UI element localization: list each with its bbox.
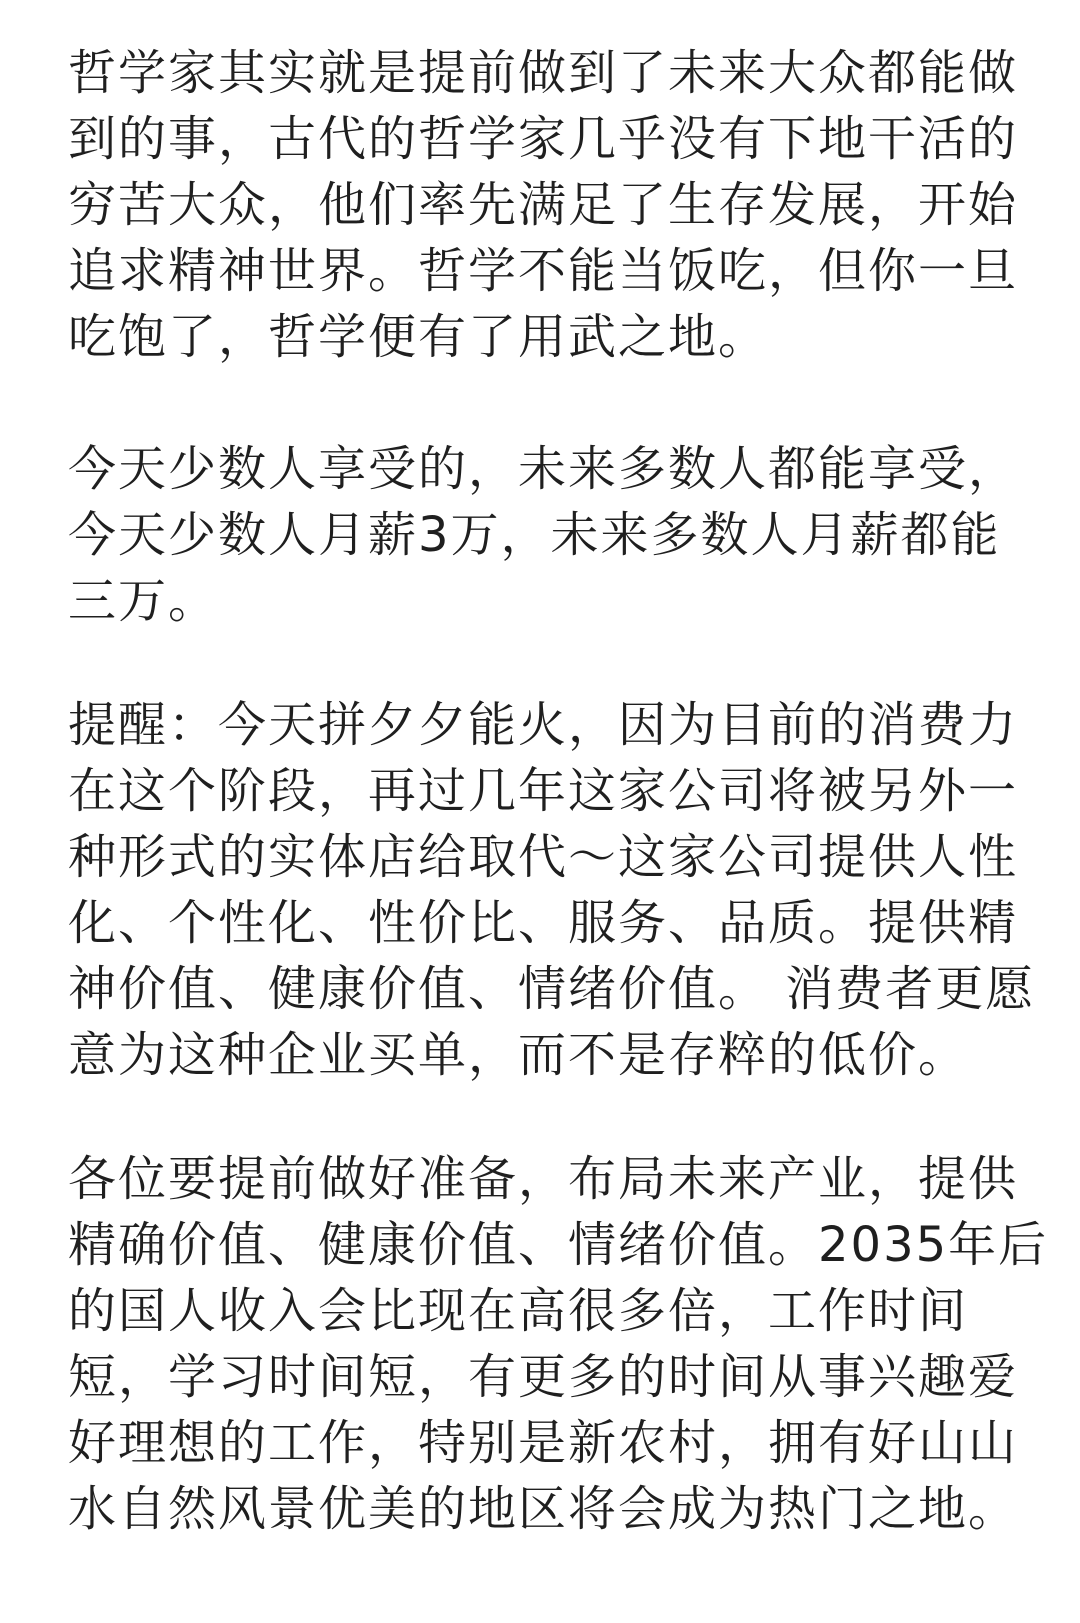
text-line: 精确价值、健康价值、情绪价值。2035年后 xyxy=(68,1217,1049,1273)
text-line: 追求精神世界。哲学不能当饭吃，但你一旦 xyxy=(68,243,1019,299)
text-line: 吃饱了，哲学便有了用武之地。 xyxy=(68,309,769,365)
text-line: 水自然风景优美的地区将会成为热门之地。 xyxy=(68,1481,1019,1537)
text-line: 短，学习时间短，有更多的时间从事兴趣爱 xyxy=(68,1349,1019,1405)
text-line: 种形式的实体店给取代～这家公司提供人性 xyxy=(68,829,1019,885)
text-line: 的国人收入会比现在高很多倍，工作时间 xyxy=(68,1283,969,1339)
text-line: 好理想的工作，特别是新农村，拥有好山山 xyxy=(68,1415,1019,1471)
text-line: 意为这种企业买单，而不是存粹的低价。 xyxy=(68,1027,969,1083)
text-line: 到的事，古代的哲学家几乎没有下地干活的 xyxy=(68,111,1019,167)
text-line: 提醒：今天拼夕夕能火，因为目前的消费力 xyxy=(68,697,1019,753)
text-line: 哲学家其实就是提前做到了未来大众都能做 xyxy=(68,45,1019,101)
text-line: 今天少数人月薪3万，未来多数人月薪都能 xyxy=(68,507,1001,563)
text-line: 三万。 xyxy=(68,573,219,629)
text-line: 神价值、健康价值、情绪价值。 消费者更愿 xyxy=(68,961,1036,1017)
text-line: 各位要提前做好准备，布局未来产业，提供 xyxy=(68,1151,1019,1207)
text-line: 穷苦大众，他们率先满足了生存发展，开始 xyxy=(68,177,1019,233)
text-line: 化、个性化、性价比、服务、品质。提供精 xyxy=(68,895,1019,951)
text-line: 今天少数人享受的，未来多数人都能享受， xyxy=(68,441,1019,497)
text-line: 在这个阶段，再过几年这家公司将被另外一 xyxy=(68,763,1019,819)
